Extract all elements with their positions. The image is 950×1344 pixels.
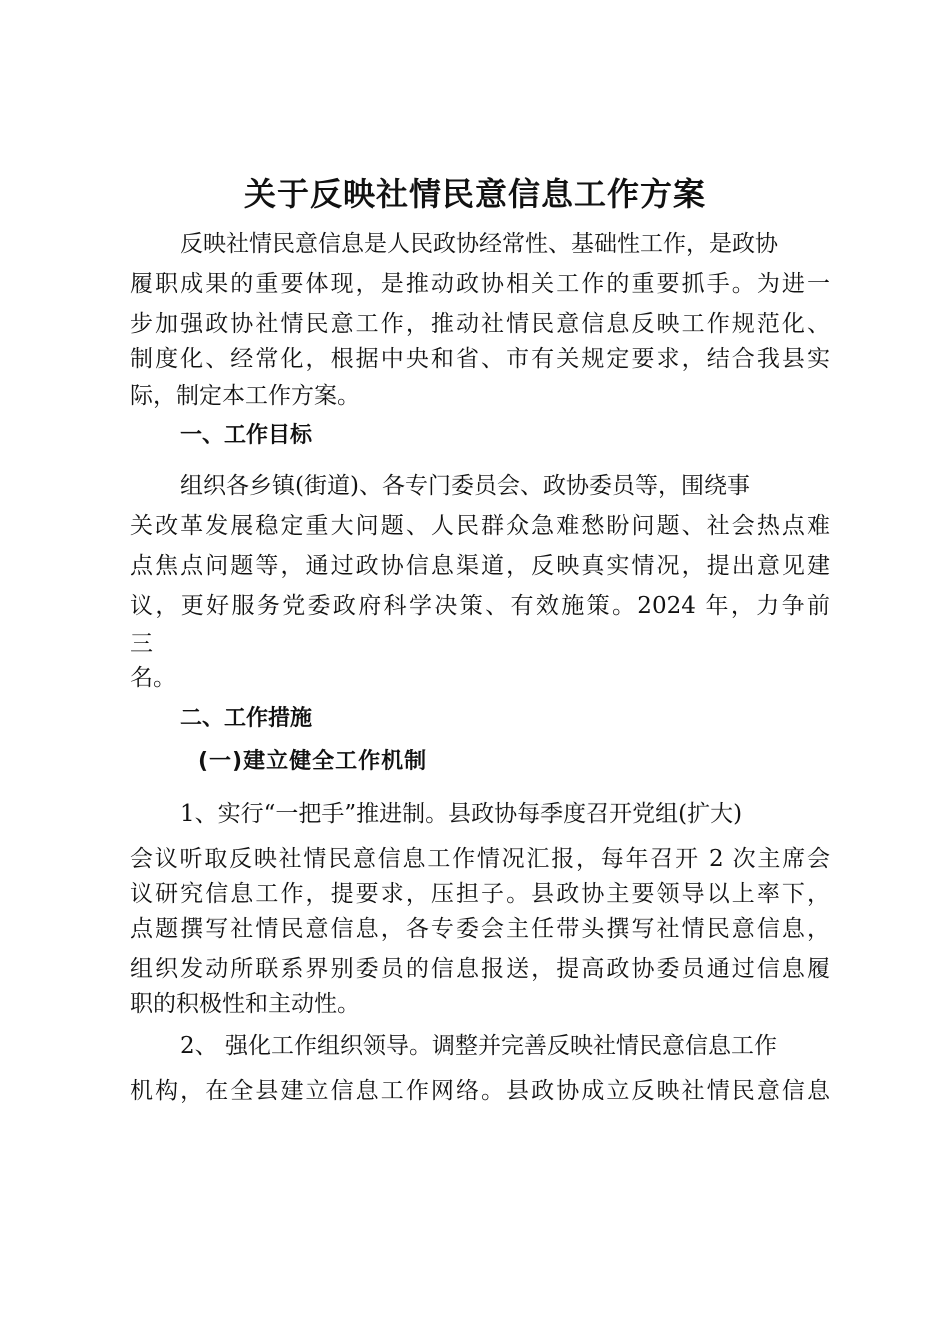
paragraph-line: 组织各乡镇(街道)、各专门委员会、政协委员等，围绕事 (180, 473, 750, 499)
subsection-heading: (一)建立健全工作机制 (198, 749, 428, 774)
paragraph-line: 2、 强化工作组织领导。调整并完善反映社情民意信息工作 (180, 1033, 777, 1059)
paragraph-line: 点焦点问题等，通过政协信息渠道，反映真实情况，提出意见建 (130, 553, 830, 579)
paragraph-line: 反映社情民意信息是人民政协经常性、基础性工作，是政协 (180, 231, 778, 257)
paragraph-line: 议，更好服务党委政府科学决策、有效施策。2024 年，力争前 (130, 593, 830, 619)
paragraph-line: 履职成果的重要体现，是推动政协相关工作的重要抓手。为进一 (130, 271, 830, 297)
paragraph-line: 点题撰写社情民意信息，各专委会主任带头撰写社情民意信息， (130, 916, 830, 942)
paragraph-line: 步加强政协社情民意工作，推动社情民意信息反映工作规范化、 (130, 311, 830, 337)
paragraph-line: 机构，在全县建立信息工作网络。县政协成立反映社情民意信息 (130, 1078, 830, 1104)
paragraph-line: 议研究信息工作，提要求，压担子。县政协主要领导以上率下， (130, 881, 830, 907)
paragraph-line: 名。 (130, 665, 176, 691)
paragraph-line: 职的积极性和主动性。 (130, 991, 360, 1017)
paragraph-line: 际，制定本工作方案。 (130, 383, 360, 409)
paragraph-line: 关改革发展稳定重大问题、人民群众急难愁盼问题、社会热点难 (130, 513, 830, 539)
paragraph-line: 1、实行“一把手”推进制。县政协每季度召开党组(扩大) (180, 801, 743, 827)
paragraph-line: 三 (130, 631, 153, 657)
section-heading: 二、工作措施 (180, 706, 313, 731)
section-heading: 一、工作目标 (180, 423, 313, 448)
paragraph-line: 会议听取反映社情民意信息工作情况汇报，每年召开 2 次主席会 (130, 846, 830, 872)
document-title: 关于反映社情民意信息工作方案 (243, 175, 706, 213)
paragraph-line: 制度化、经常化，根据中央和省、市有关规定要求，结合我县实 (130, 346, 830, 372)
paragraph-line: 组织发动所联系界别委员的信息报送，提高政协委员通过信息履 (130, 956, 830, 982)
